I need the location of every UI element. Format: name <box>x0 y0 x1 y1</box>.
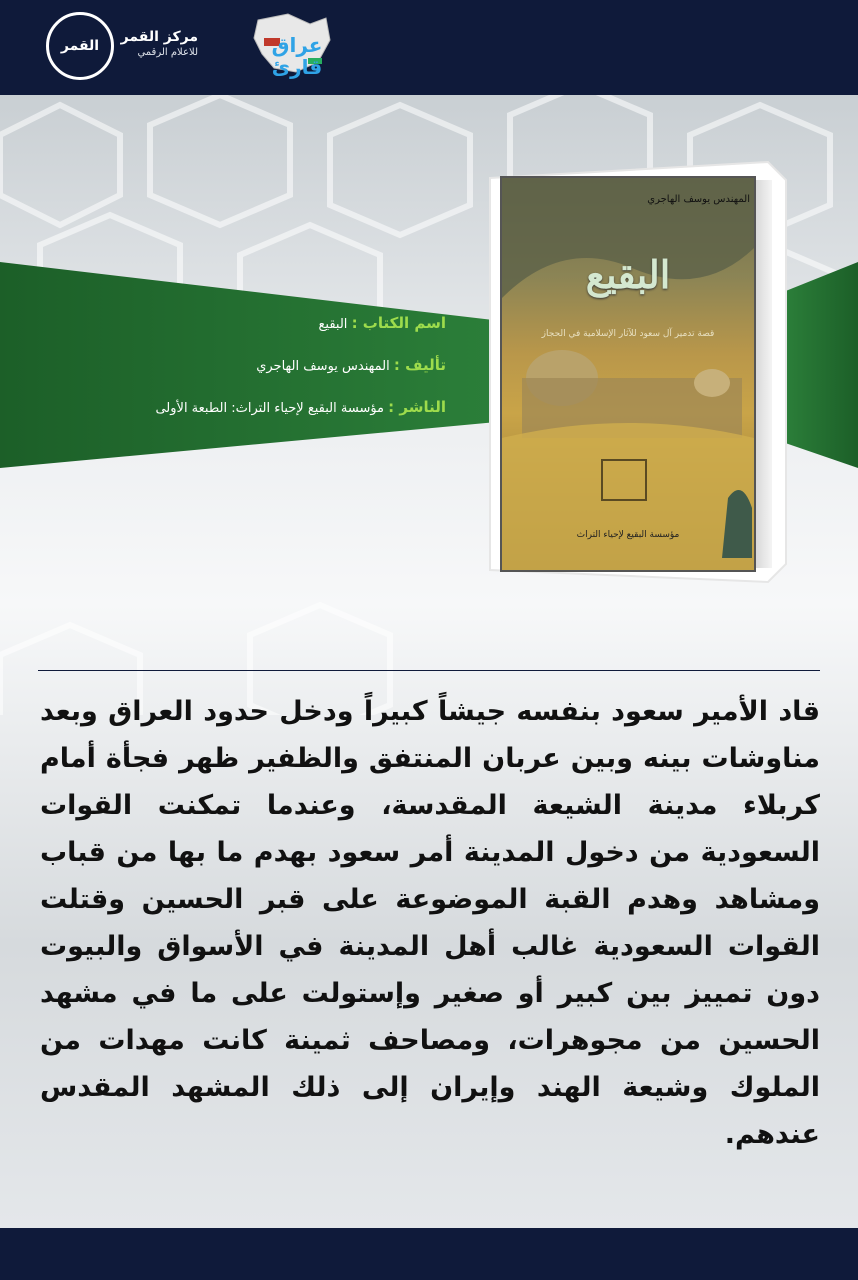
brand-tagline: للاعلام الرقمي <box>137 47 198 58</box>
author-value: المهندس يوسف الهاجري <box>256 359 390 374</box>
info-band-right <box>786 262 858 468</box>
book-cover <box>500 176 756 572</box>
cover-author: المهندس يوسف الهاجري <box>647 194 750 205</box>
brand-logo-glyph: القمر <box>60 38 100 54</box>
cover-art <box>502 178 754 570</box>
book-spine <box>756 180 772 568</box>
divider <box>38 670 820 671</box>
cover-publisher: مؤسسة البقيع لإحياء التراث <box>576 530 680 540</box>
publisher-value: مؤسسة البقيع لإحياء التراث: الطبعة الأولى <box>155 401 385 416</box>
cover-title: البقيع <box>585 252 671 297</box>
title-value: البقيع <box>318 317 348 332</box>
footer-bar <box>0 1228 858 1280</box>
brand-logo-icon <box>46 12 114 80</box>
info-publisher-row <box>155 398 446 416</box>
brand-text <box>118 28 198 60</box>
campaign-logo-text: عراق قارئ <box>271 33 323 79</box>
author-label: تأليف : <box>393 356 446 374</box>
cover-subtitle: قصة تدمير آل سعود للآثار الإسلامية في الحجاز <box>541 329 715 339</box>
brand-name: مركز القمر <box>120 29 198 45</box>
info-author-row <box>256 356 446 374</box>
title-label: اسم الكتاب : <box>351 314 446 332</box>
body-paragraph: قاد الأمير سعود بنفسه جيشاً كبيراً ودخل حدود العراق وبعد مناوشات بينه وبين عربان المنتفق والظفير ظهر فجأة أمام كربلاء مدينة الشيعة المقدسة، وعندما تمكنت القوات السعودية من دخول المدينة أمر سعود بهدم ما بها من قباب ومشاهد وهدم القبة الموضوعة على قبر الحسين وقتلت القوات السعودية غالب أهل المدينة في الأسواق والبيوت دون تمييز بين كبير أو صغير وإستولت على ما في مشهد الحسين من مجوهرات، ومصاحف ثمينة كانت مهدات من الملوك وشيعة الهند وإيران إلى ذلك المشهد المقدس عندهم. <box>40 696 820 1150</box>
publisher-label: الناشر : <box>388 398 446 416</box>
info-title-row <box>319 314 447 332</box>
